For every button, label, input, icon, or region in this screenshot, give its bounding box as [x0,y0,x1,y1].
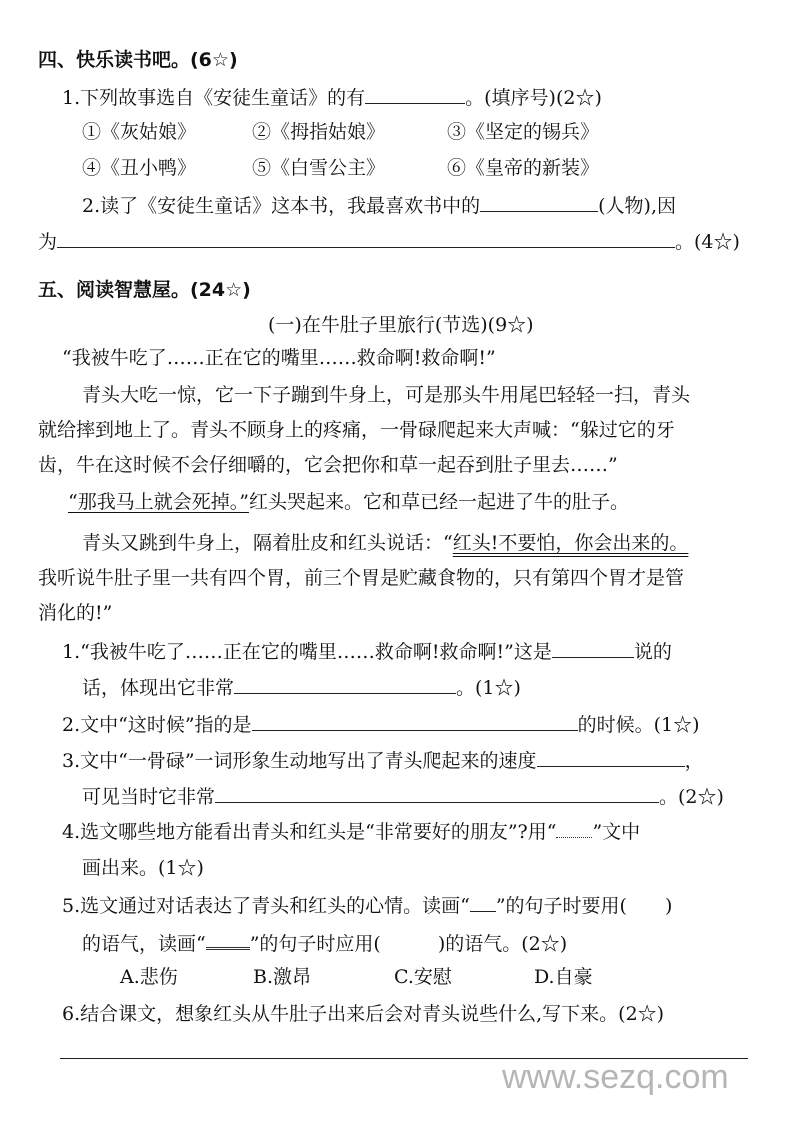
option: B.激昂 [253,966,312,988]
watermark: www.sezq.com [502,1058,729,1096]
passage-line: 青头大吃一惊，它一下子蹦到牛身上，可是那头牛用尾巴轻轻一扫，青头 [82,384,691,406]
answer-blank[interactable] [365,85,465,104]
answer-blank[interactable] [234,675,456,694]
s4-question-2-line2 [38,229,740,254]
q-text: 。(4☆) [675,231,740,253]
option: ②《拇指姑娘》 [252,121,386,143]
option: A.悲伤 [120,966,178,988]
q-text: 4.选文哪些地方能看出青头和红头是“非常要好的朋友”?用“ [62,821,557,843]
q-text: ， [684,750,704,772]
option: D.自豪 [534,966,593,988]
option: ③《坚定的锡兵》 [447,121,600,143]
s4-question-1 [62,85,602,110]
section5-title: 五、阅读智慧屋。(24☆) [38,279,251,301]
q-text: ”的句子时要用( ) [495,895,673,917]
passage-line: “我被牛吃了……正在它的嘴里……救命啊!救命啊!” [62,347,496,369]
s5-question-2 [62,712,699,737]
q5-options [120,965,593,989]
section4-title: 四、快乐读书吧。(6☆) [38,49,238,71]
option: ④《丑小鸭》 [82,157,197,179]
q-text: 话，体现出它非常 [82,677,235,699]
options-row-1 [82,120,599,144]
s5-question-5 [62,893,672,918]
passage-line [82,531,688,555]
underlined-sentence: “那我马上就会死掉。” [68,491,249,513]
s5-question-3-line2 [82,784,724,809]
passage-line: 消化的!” [38,602,113,624]
option: ⑤《白雪公主》 [252,157,386,179]
s5-question-1-line2 [82,675,521,700]
q-text: 3.文中“一骨碌”一词形象生动地写出了青头爬起来的速度 [62,750,537,772]
wavy-line-mark [556,823,592,838]
option: ⑥《皇帝的新装》 [447,157,600,179]
q-text: 。(1☆) [456,677,521,699]
passage-line [68,490,629,514]
answer-blank[interactable] [215,784,659,803]
answer-blank[interactable] [537,748,685,767]
s5-question-3 [62,748,704,773]
answer-blank[interactable] [252,712,578,731]
single-line-mark [470,893,496,912]
s5-question-1 [62,639,672,664]
answer-blank[interactable] [552,639,634,658]
option: ①《灰姑娘》 [82,121,197,143]
passage-line: 就给摔到地上了。青头不顾身上的疼痛，一骨碌爬起来大声喊：“躲过它的牙 [38,419,675,441]
q-text: ”的句子时应用( )的语气。(2☆) [249,933,568,955]
q-text: 。(填序号)(2☆) [465,87,602,109]
q-text: 的时候。(1☆) [577,714,700,736]
q-text: 说的 [633,641,672,663]
s5-question-6: 6.结合课文，想象红头从牛肚子出来后会对青头说些什么,写下来。(2☆) [62,1003,665,1025]
q-text: (人物),因 [598,195,677,217]
q-text: 。(2☆) [659,786,724,808]
q-text: 红头哭起来。它和草已经一起进了牛的肚子。 [248,491,629,513]
answer-blank[interactable] [57,229,675,248]
s5-question-5-line2 [82,929,567,956]
double-line-mark [206,929,250,950]
q-text: ”文中 [592,821,641,843]
q-text: 可见当时它非常 [82,786,216,808]
passage-subtitle: (一)在牛肚子里旅行(节选)(9☆) [268,314,534,336]
q-text: 1.“我被牛吃了……正在它的嘴里……救命啊!救命啊!”这是 [62,641,552,663]
q-text: 青头又跳到牛身上，隔着肚皮和红头说话：“ [82,532,453,554]
q-text: 2.读了《安徒生童话》这本书，我最喜欢书中的 [82,195,481,217]
answer-blank[interactable] [480,193,598,212]
q-text: 2.文中“这时候”指的是 [62,714,252,736]
q-text: 5.选文通过对话表达了青头和红头的心情。读画“ [62,895,470,917]
s5-question-4 [62,820,640,844]
double-underlined-sentence: 红头!不要怕，你会出来的。 [452,532,689,554]
q-text: 的语气，读画“ [82,933,206,955]
s5-question-4-line2: 画出来。(1☆) [82,857,204,879]
passage-line: 我听说牛肚子里一共有四个胃，前三个胃是贮藏食物的，只有第四个胃才是管 [38,567,685,589]
options-row-2 [82,156,599,180]
q-text: 为 [38,231,58,253]
passage-line: 齿，牛在这时候不会仔细嚼的，它会把你和草一起吞到肚子里去……” [38,454,618,476]
s4-question-2 [82,193,676,218]
option: C.安慰 [394,966,452,988]
q-text: 1.下列故事选自《安徒生童话》的有 [62,87,366,109]
